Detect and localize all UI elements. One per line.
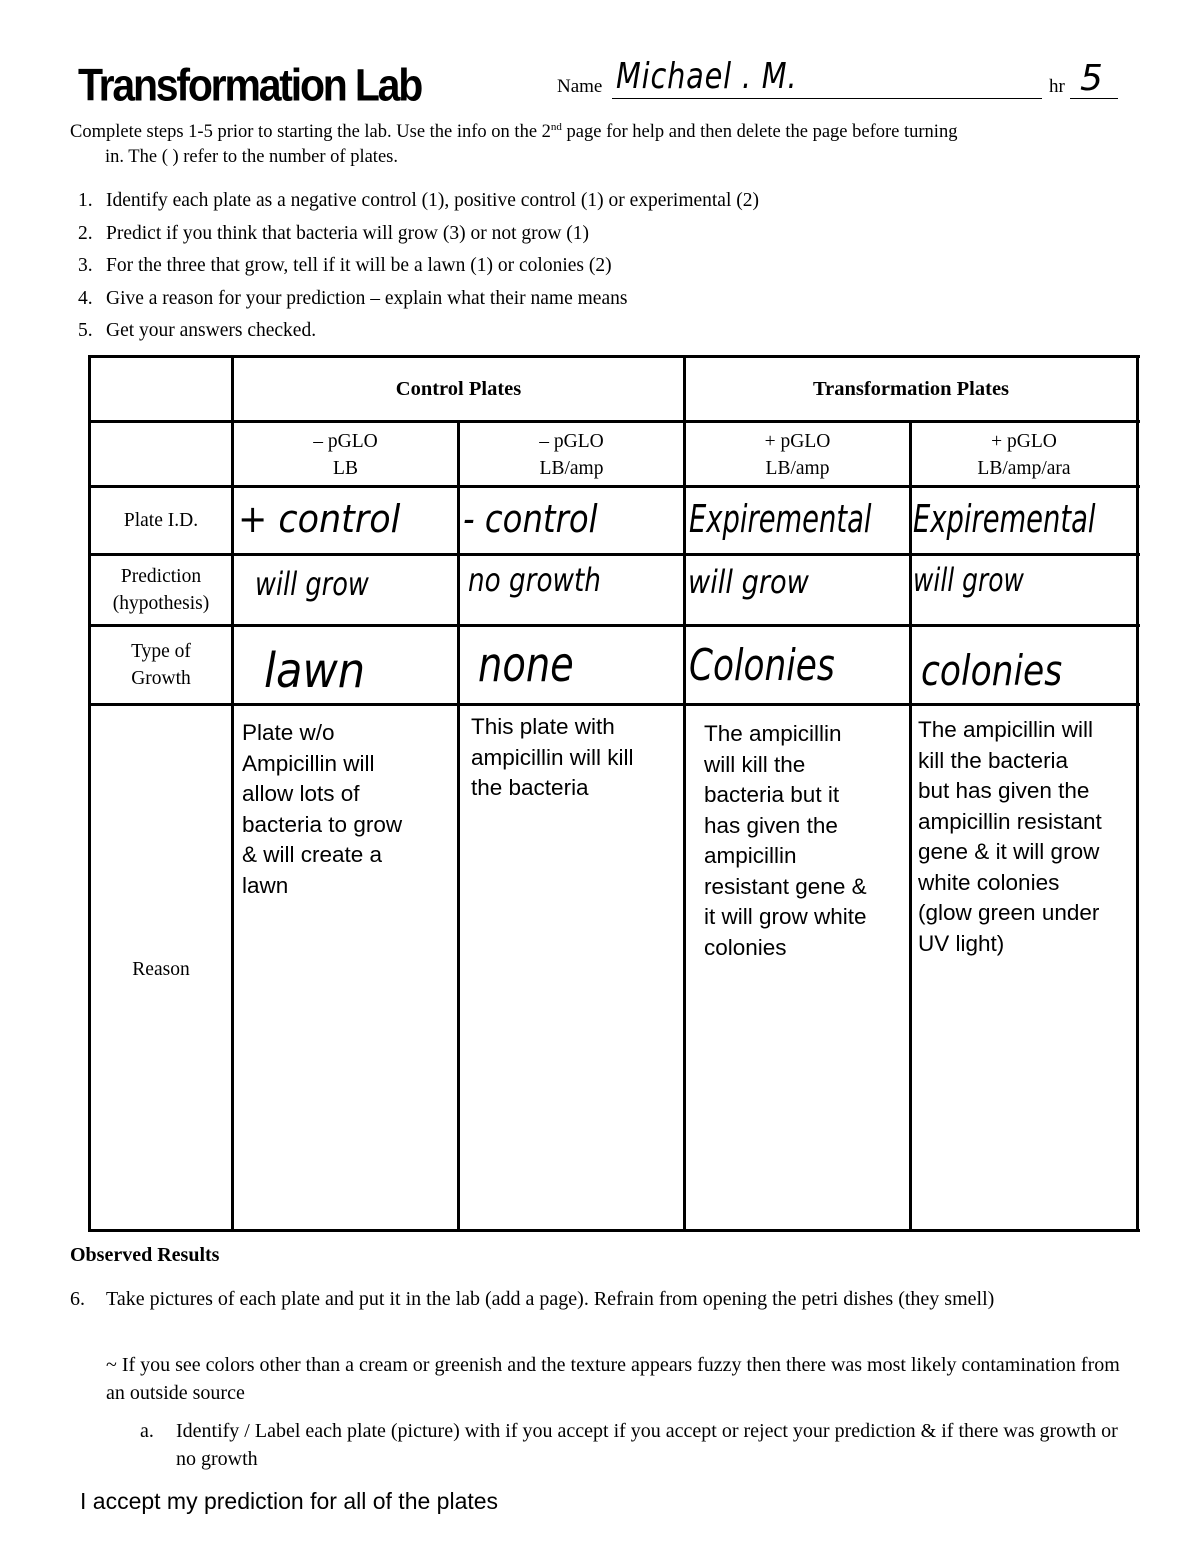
reason-line: gene & it will grow [918, 839, 1100, 864]
row-label-line: Type of [131, 641, 191, 662]
name-field[interactable]: Michael . M. [616, 56, 798, 97]
row-label-plate-id: Plate I.D. [123, 510, 199, 531]
table-rule [88, 420, 1140, 423]
growth-type-entry[interactable]: none [478, 637, 574, 693]
answer-text[interactable]: I accept my prediction for all of the plates [80, 1488, 499, 1514]
table-rule [88, 624, 1140, 627]
table-border-left [88, 355, 91, 1232]
prediction-entry[interactable]: no growth [468, 561, 601, 599]
step-text: Predict if you think that bacteria will grow (3) or not grow (1) [106, 222, 590, 244]
step-number: 3. [78, 255, 93, 277]
plate-id-entry[interactable]: Expiremental [689, 497, 872, 541]
plate-header-line1: + pGLO [991, 431, 1057, 452]
question-6 [70, 1285, 1130, 1313]
table-border-bottom [88, 1229, 1140, 1232]
table-rule [88, 703, 1140, 706]
plate-id-entry[interactable]: + control [238, 497, 401, 541]
reason-line: but has given the [918, 778, 1090, 803]
instructions-line2: in. The ( ) refer to the number of plates. [105, 147, 398, 167]
question-number: 6. [70, 1288, 85, 1310]
plate-header-line1: – pGLO [313, 431, 378, 452]
plate-header-line1: + pGLO [764, 431, 831, 452]
table-col-rule [231, 355, 234, 1232]
question-text: Identify / Label each plate (picture) with if you accept if you accept or reject your prediction & if there was growth or no growth [176, 1420, 1118, 1470]
step-number: 4. [78, 287, 93, 309]
reason-line: & will create a [242, 842, 383, 867]
instructions-sup: nd [550, 120, 562, 133]
step-text: For the three that grow, tell if it will be a lawn (1) or colonies (2) [106, 255, 612, 277]
prediction-entry[interactable]: will grow [913, 561, 1024, 599]
table-border-right [1136, 355, 1139, 1232]
row-label-growth-type [91, 638, 231, 692]
step-text: Identify each plate as a negative control (1), positive control (1) or experimental (2) [106, 190, 759, 211]
reason-line: lawn [242, 872, 289, 898]
reason-line: ampicillin resistant [918, 808, 1102, 834]
instructions-line1a: Complete steps 1-5 prior to starting the lab. Use the info on the 2 [70, 122, 551, 142]
hour-field[interactable]: 5 [1080, 58, 1103, 99]
row-label-prediction [91, 563, 231, 617]
table-border-top [88, 355, 1140, 358]
question-text: Take pictures of each plate and put it in the lab (add a page). Refrain from opening the petri dishes (they smell) [106, 1288, 995, 1310]
growth-type-entry[interactable]: lawn [264, 643, 366, 699]
hour-label: hr [1049, 76, 1065, 97]
question-6a [140, 1417, 1130, 1473]
plate-header-line2: LB/amp/ara [977, 458, 1071, 479]
table-col-rule [683, 355, 686, 1232]
reason-line: resistant gene & [704, 873, 867, 899]
question-number: a. [140, 1420, 154, 1442]
reason-line: Ampicillin will [242, 750, 375, 776]
plate-header-line1: – pGLO [539, 431, 604, 452]
reason-cell[interactable] [471, 712, 683, 804]
reason-line: Plate w/o [242, 720, 335, 745]
table-rule [88, 485, 1140, 488]
reason-cell[interactable] [918, 715, 1136, 959]
reason-line: kill the bacteria [918, 747, 1069, 773]
step-number: 1. [78, 190, 93, 211]
reason-line: The ampicillin [704, 721, 842, 746]
table-col-rule [909, 420, 912, 1232]
plate-header-line2: LB/amp [539, 458, 604, 479]
prediction-entry[interactable]: will grow [688, 563, 809, 601]
reason-line: the bacteria [471, 775, 589, 800]
reason-line: bacteria but it [704, 782, 840, 807]
name-label: Name [557, 76, 603, 97]
contamination-note: ~ If you see colors other than a cream or greenish and the texture appears fuzzy then there was most likely contamination from an outside source [106, 1354, 1120, 1404]
reason-line: ampicillin will kill [471, 744, 634, 770]
step-number: 2. [78, 222, 93, 244]
plate-header [460, 428, 683, 482]
reason-line: ampicillin [704, 843, 797, 868]
reason-line: white colonies [918, 869, 1060, 895]
step-text: Get your answers checked. [106, 320, 317, 342]
reason-cell[interactable] [704, 719, 909, 963]
header-control-plates: Control Plates [395, 378, 522, 400]
instructions-line1b: page for help and then delete the page before turning [561, 122, 958, 142]
plate-header-line2: LB [333, 458, 358, 479]
plate-header-line2: LB/amp [765, 458, 830, 479]
step-number: 5. [78, 320, 93, 342]
plate-id-entry[interactable]: Expiremental [913, 497, 1096, 541]
growth-type-entry[interactable]: Colonies [689, 640, 835, 691]
reason-line: allow lots of [242, 781, 360, 806]
plate-header [912, 428, 1136, 482]
step-text: Give a reason for your prediction – explain what their name means [106, 287, 628, 309]
table-col-rule [457, 420, 460, 1232]
reason-line: colonies [704, 934, 787, 960]
plate-header [234, 428, 457, 482]
reason-line: The ampicillin will [918, 717, 1094, 742]
reason-line: UV light) [918, 930, 1005, 956]
reason-line: This plate with [471, 714, 615, 739]
prediction-entry[interactable]: will grow [255, 565, 369, 603]
reason-cell[interactable] [242, 718, 454, 901]
row-label-line: Prediction [120, 566, 202, 587]
table-rule [88, 553, 1140, 556]
header-transformation-plates: Transformation Plates [812, 378, 1010, 400]
row-label-line: (hypothesis) [112, 593, 210, 614]
row-label-line: Growth [131, 668, 191, 689]
growth-type-entry[interactable]: colonies [921, 646, 1063, 695]
observed-results-heading: Observed Results [70, 1244, 220, 1266]
reason-line: has given the [704, 812, 838, 838]
reason-line: bacteria to grow [242, 811, 403, 837]
reason-line: will kill the [704, 751, 806, 777]
reason-line: it will grow white [704, 904, 867, 929]
row-label-reason: Reason [132, 959, 190, 980]
plate-header [686, 428, 909, 482]
plate-id-entry[interactable]: - control [463, 497, 598, 541]
reason-line: (glow green under [918, 900, 1100, 925]
page-title: Transformation Lab [78, 60, 422, 111]
